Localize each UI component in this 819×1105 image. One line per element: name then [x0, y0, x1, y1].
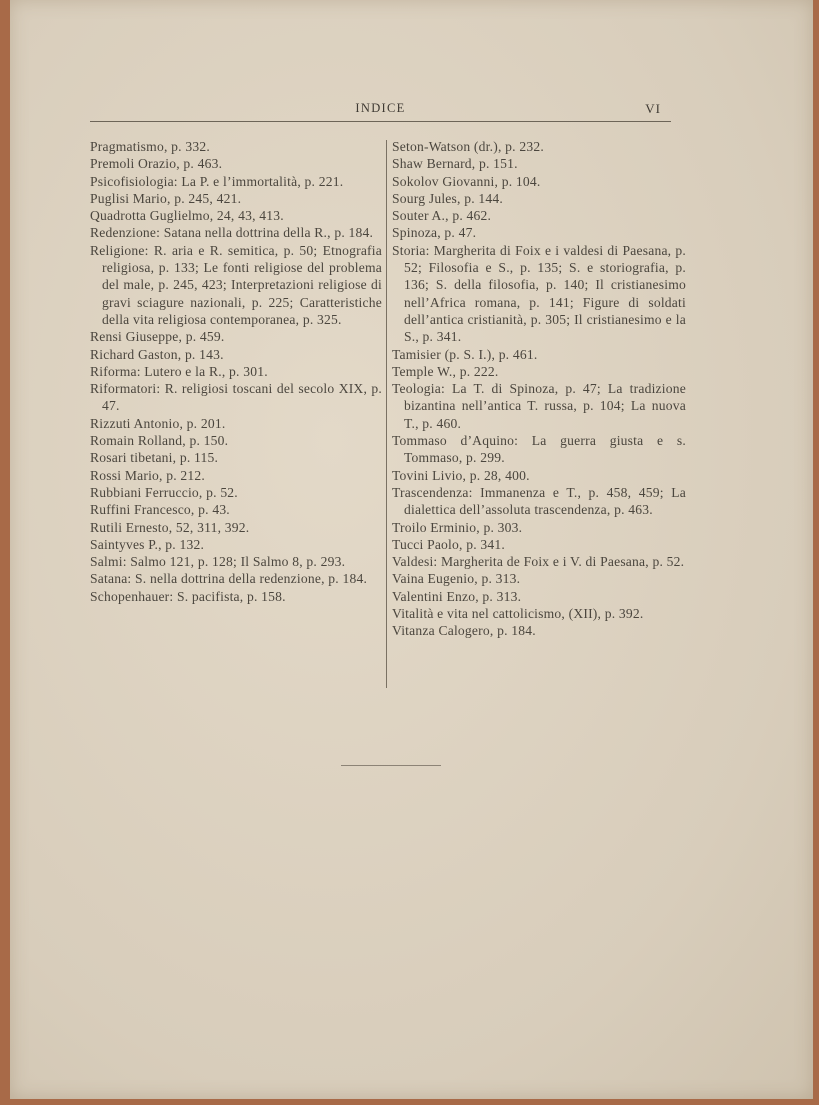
index-entry: Temple W., p. 222.: [392, 363, 499, 379]
index-entry: Sourg Jules, p. 144.: [392, 190, 503, 206]
index-column-right: [392, 138, 686, 640]
end-rule: [341, 765, 441, 766]
book-page: [10, 0, 813, 1099]
index-entry: Souter A., p. 462.: [392, 208, 492, 224]
index-entry: Riformatori: R. religiosi toscani del secolo XIX, p. 47.: [90, 381, 382, 414]
index-entry: Riforma: Lutero e la R., p. 301.: [90, 363, 268, 379]
index-column-left: [90, 138, 382, 605]
index-entry: Rensi Giuseppe, p. 459.: [90, 329, 225, 345]
index-entry: Religione: R. aria e R. semitica, p. 50; Etnografia religiosa, p. 133; Le fonti religiose del problema del male, p. 245, 423; Interpretazioni religiose di gravi sciagure nazionali, p. 225; Caratteristiche della vita religiosa contemporanea, p. 325.: [90, 242, 382, 327]
index-entry: Saintyves P., p. 132.: [90, 536, 205, 552]
index-entry: Premoli Orazio, p. 463.: [90, 156, 223, 172]
index-entry: Seton-Watson (dr.), p. 232.: [392, 139, 544, 154]
index-entry: Richard Gaston, p. 143.: [90, 346, 224, 362]
running-title: INDICE: [355, 101, 406, 115]
index-entry: Tamisier (p. S. I.), p. 461.: [392, 346, 538, 362]
index-entry: Psicofisiologia: La P. e l’immortalità, p. 221.: [90, 173, 344, 189]
index-entry: Shaw Bernard, p. 151.: [392, 156, 518, 172]
index-entry: Redenzione: Satana nella dottrina della R., p. 184.: [90, 225, 374, 241]
index-entry: Pragmatismo, p. 332.: [90, 139, 210, 154]
index-entry: Quadrotta Guglielmo, 24, 43, 413.: [90, 208, 284, 224]
index-entry: Vitalità e vita nel cattolicismo, (XII), p. 392.: [392, 606, 644, 622]
index-entry: Vaina Eugenio, p. 313.: [392, 571, 521, 587]
index-entry: Ruffini Francesco, p. 43.: [90, 502, 230, 518]
index-entry: Rossi Mario, p. 212.: [90, 467, 206, 483]
index-entry: Schopenhauer: S. pacifista, p. 158.: [90, 588, 286, 604]
index-entry: Rosari tibetani, p. 115.: [90, 450, 219, 466]
page-header: [90, 101, 671, 122]
index-entry: Troilo Erminio, p. 303.: [392, 519, 523, 535]
index-entry: Tovini Livio, p. 28, 400.: [392, 467, 530, 483]
index-entry: Satana: S. nella dottrina della redenzione, p. 184.: [90, 571, 368, 587]
page-number: VI: [645, 101, 661, 116]
index-entry: Teologia: La T. di Spinoza, p. 47; La tradizione bizantina nell’antica T. russa, p. 104; La nuova T., p. 460.: [392, 381, 686, 431]
index-entry: Rutili Ernesto, 52, 311, 392.: [90, 519, 250, 535]
index-entry: Romain Rolland, p. 150.: [90, 433, 229, 449]
index-entry: Tommaso d’Aquino: La guerra giusta e s. Tommaso, p. 299.: [392, 433, 686, 466]
index-entry: Puglisi Mario, p. 245, 421.: [90, 190, 242, 206]
index-entry: Sokolov Giovanni, p. 104.: [392, 173, 541, 189]
index-entry: Rizzuti Antonio, p. 201.: [90, 415, 226, 431]
index-entry: Valentini Enzo, p. 313.: [392, 588, 522, 604]
index-entry: Rubbiani Ferruccio, p. 52.: [90, 484, 238, 500]
index-entry: Salmi: Salmo 121, p. 128; Il Salmo 8, p. 293.: [90, 554, 346, 570]
index-entry: Storia: Margherita di Foix e i valdesi di Paesana, p. 52; Filosofia e S., p. 135; S. e storiografia, p. 136; S. della filosofia, p. 140; Il cristianesimo nell’Africa romana, p. 141; Figure di soldati dell’antica cristianità, p. 305; Il cristianesimo e la S., p. 341.: [392, 242, 686, 345]
column-divider: [386, 140, 387, 688]
index-entry: Vitanza Calogero, p. 184.: [392, 623, 536, 639]
index-entry: Tucci Paolo, p. 341.: [392, 536, 506, 552]
index-entry: Spinoza, p. 47.: [392, 225, 477, 241]
index-entry: Valdesi: Margherita de Foix e i V. di Paesana, p. 52.: [392, 554, 685, 570]
index-entry: Trascendenza: Immanenza e T., p. 458, 459; La dialettica dell’assoluta trascendenza, p. 463.: [392, 484, 686, 518]
